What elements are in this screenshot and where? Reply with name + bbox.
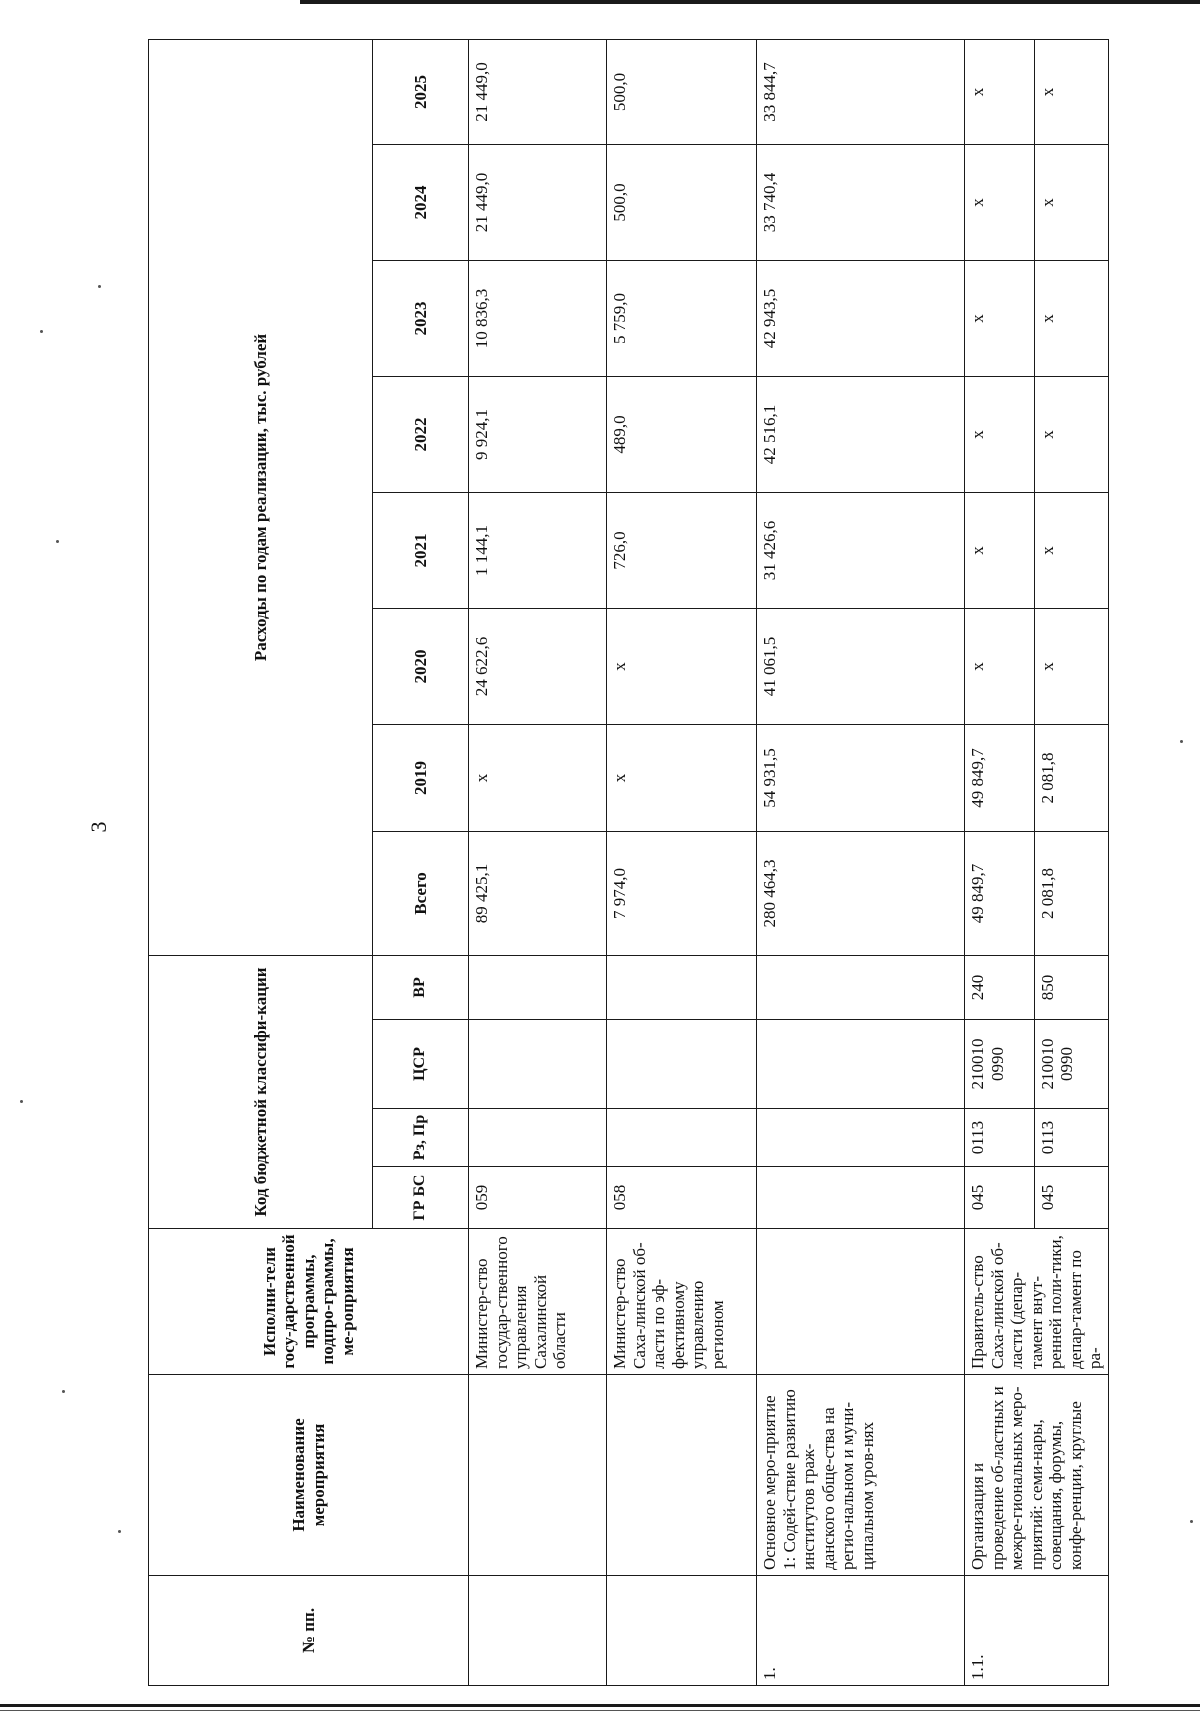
cell-executor <box>757 1229 965 1375</box>
header-no: № пп. <box>149 1576 469 1686</box>
rotated-page-content <box>148 40 1105 1686</box>
scan-speck <box>98 285 101 288</box>
cell-2024: x <box>1034 144 1108 260</box>
table-row <box>965 39 1035 1685</box>
cell-2024: 21 449,0 <box>469 144 607 260</box>
scan-speck <box>20 1100 23 1103</box>
scan-speck <box>1190 1520 1193 1523</box>
scan-speck <box>118 1530 121 1533</box>
cell-2019: x <box>607 724 757 831</box>
header-year-2024: 2024 <box>373 144 469 260</box>
cell-total: 89 425,1 <box>469 831 607 955</box>
cell-no: 1.1. <box>965 1576 1109 1686</box>
cell-rzpr <box>607 1109 757 1167</box>
cell-vr <box>607 955 757 1019</box>
cell-grbs <box>757 1167 965 1229</box>
cell-2025: 21 449,0 <box>469 39 607 144</box>
cell-csr: 210010 0990 <box>965 1020 1035 1109</box>
table-row <box>607 39 757 1685</box>
header-rzpr: Рз, Пр <box>373 1109 469 1167</box>
cell-no <box>469 1576 607 1686</box>
cell-2023: 10 836,3 <box>469 260 607 376</box>
cell-grbs: 059 <box>469 1167 607 1229</box>
cell-2024: x <box>965 144 1035 260</box>
cell-csr <box>607 1020 757 1109</box>
cell-2021: 31 426,6 <box>757 492 965 608</box>
cell-2023: 5 759,0 <box>607 260 757 376</box>
cell-2021: 726,0 <box>607 492 757 608</box>
cell-grbs: 045 <box>965 1167 1035 1229</box>
scan-speck <box>62 1390 65 1393</box>
cell-2025: x <box>965 39 1035 144</box>
cell-2022: 42 516,1 <box>757 376 965 492</box>
cell-name: Организация и проведение об-ластных и межре-гиональных меро-приятий: семи-нары, совещания, форумы, конфе-ренции, круглые <box>965 1375 1109 1576</box>
scan-edge-bottom <box>0 1704 1200 1707</box>
cell-2023: x <box>1034 260 1108 376</box>
scan-speck <box>56 540 59 543</box>
cell-rzpr: 0113 <box>1034 1109 1108 1167</box>
header-name: Наименование мероприятия <box>149 1375 469 1576</box>
scan-edge-bottom-thin <box>0 1710 1200 1711</box>
header-vr: ВР <box>373 955 469 1019</box>
cell-2020: 24 622,6 <box>469 608 607 724</box>
cell-executor: Министер-ство Саха-линской об-ласти по эф-фективному управлению регионом <box>607 1229 757 1375</box>
header-year-2025: 2025 <box>373 39 469 144</box>
cell-2023: 42 943,5 <box>757 260 965 376</box>
header-expenses: Расходы по годам реализации, тыс. рублей <box>149 39 373 955</box>
cell-2025: 33 844,7 <box>757 39 965 144</box>
cell-2021: 1 144,1 <box>469 492 607 608</box>
cell-2020: x <box>607 608 757 724</box>
cell-2020: x <box>965 608 1035 724</box>
cell-grbs: 058 <box>607 1167 757 1229</box>
cell-2025: 500,0 <box>607 39 757 144</box>
cell-2021: x <box>965 492 1035 608</box>
cell-grbs: 045 <box>1034 1167 1108 1229</box>
cell-name <box>469 1375 607 1576</box>
cell-total: 280 464,3 <box>757 831 965 955</box>
cell-no: 1. <box>757 1576 965 1686</box>
cell-total: 49 849,7 <box>965 831 1035 955</box>
cell-2024: 500,0 <box>607 144 757 260</box>
header-year-2023: 2023 <box>373 260 469 376</box>
cell-2022: 489,0 <box>607 376 757 492</box>
cell-vr: 850 <box>1034 955 1108 1019</box>
cell-vr <box>469 955 607 1019</box>
header-total: Всего <box>373 831 469 955</box>
cell-2019: 2 081,8 <box>1034 724 1108 831</box>
header-year-2021: 2021 <box>373 492 469 608</box>
cell-2019: 54 931,5 <box>757 724 965 831</box>
cell-2019: 49 849,7 <box>965 724 1035 831</box>
cell-name: Основное меро-приятие 1: Содей-ствие развитию институтов граж-данского обще-ства на регио-нальном и муни-ципальном уров-нях <box>757 1375 965 1576</box>
header-budget-code: Код бюджетной классифи-кации <box>149 955 373 1228</box>
header-year-2022: 2022 <box>373 376 469 492</box>
cell-csr <box>757 1020 965 1109</box>
cell-total: 7 974,0 <box>607 831 757 955</box>
cell-2022: x <box>965 376 1035 492</box>
cell-2019: x <box>469 724 607 831</box>
cell-2020: 41 061,5 <box>757 608 965 724</box>
header-grbs: ГР БС <box>373 1167 469 1229</box>
cell-rzpr <box>469 1109 607 1167</box>
cell-executor: Правитель-ство Саха-линской об-ласти (депар-тамент внут-ренней поли-тики, депар-тамент по ра- <box>965 1229 1109 1375</box>
scan-speck <box>1180 740 1183 743</box>
cell-2020: x <box>1034 608 1108 724</box>
cell-total: 2 081,8 <box>1034 831 1108 955</box>
cell-no <box>607 1576 757 1686</box>
cell-vr: 240 <box>965 955 1035 1019</box>
header-csr: ЦСР <box>373 1020 469 1109</box>
cell-2022: x <box>1034 376 1108 492</box>
table-row <box>757 39 965 1685</box>
cell-rzpr <box>757 1109 965 1167</box>
scan-edge-top <box>300 0 1200 4</box>
cell-csr <box>469 1020 607 1109</box>
header-executors: Исполни-тели госу-дарственной программы, подпро-граммы, ме-роприятия <box>149 1229 469 1375</box>
cell-rzpr: 0113 <box>965 1109 1035 1167</box>
cell-csr: 210010 0990 <box>1034 1020 1108 1109</box>
cell-2023: x <box>965 260 1035 376</box>
cell-vr <box>757 955 965 1019</box>
cell-name <box>607 1375 757 1576</box>
table-row <box>469 39 607 1685</box>
cell-2025: x <box>1034 39 1108 144</box>
cell-2024: 33 740,4 <box>757 144 965 260</box>
cell-executor: Министер-ство государ-ственного управления Сахалинской области <box>469 1229 607 1375</box>
scan-speck <box>40 330 43 333</box>
page-number: 3 <box>86 821 111 833</box>
cell-2021: x <box>1034 492 1108 608</box>
header-year-2020: 2020 <box>373 608 469 724</box>
budget-table <box>148 39 1109 1686</box>
cell-2022: 9 924,1 <box>469 376 607 492</box>
header-year-2019: 2019 <box>373 724 469 831</box>
